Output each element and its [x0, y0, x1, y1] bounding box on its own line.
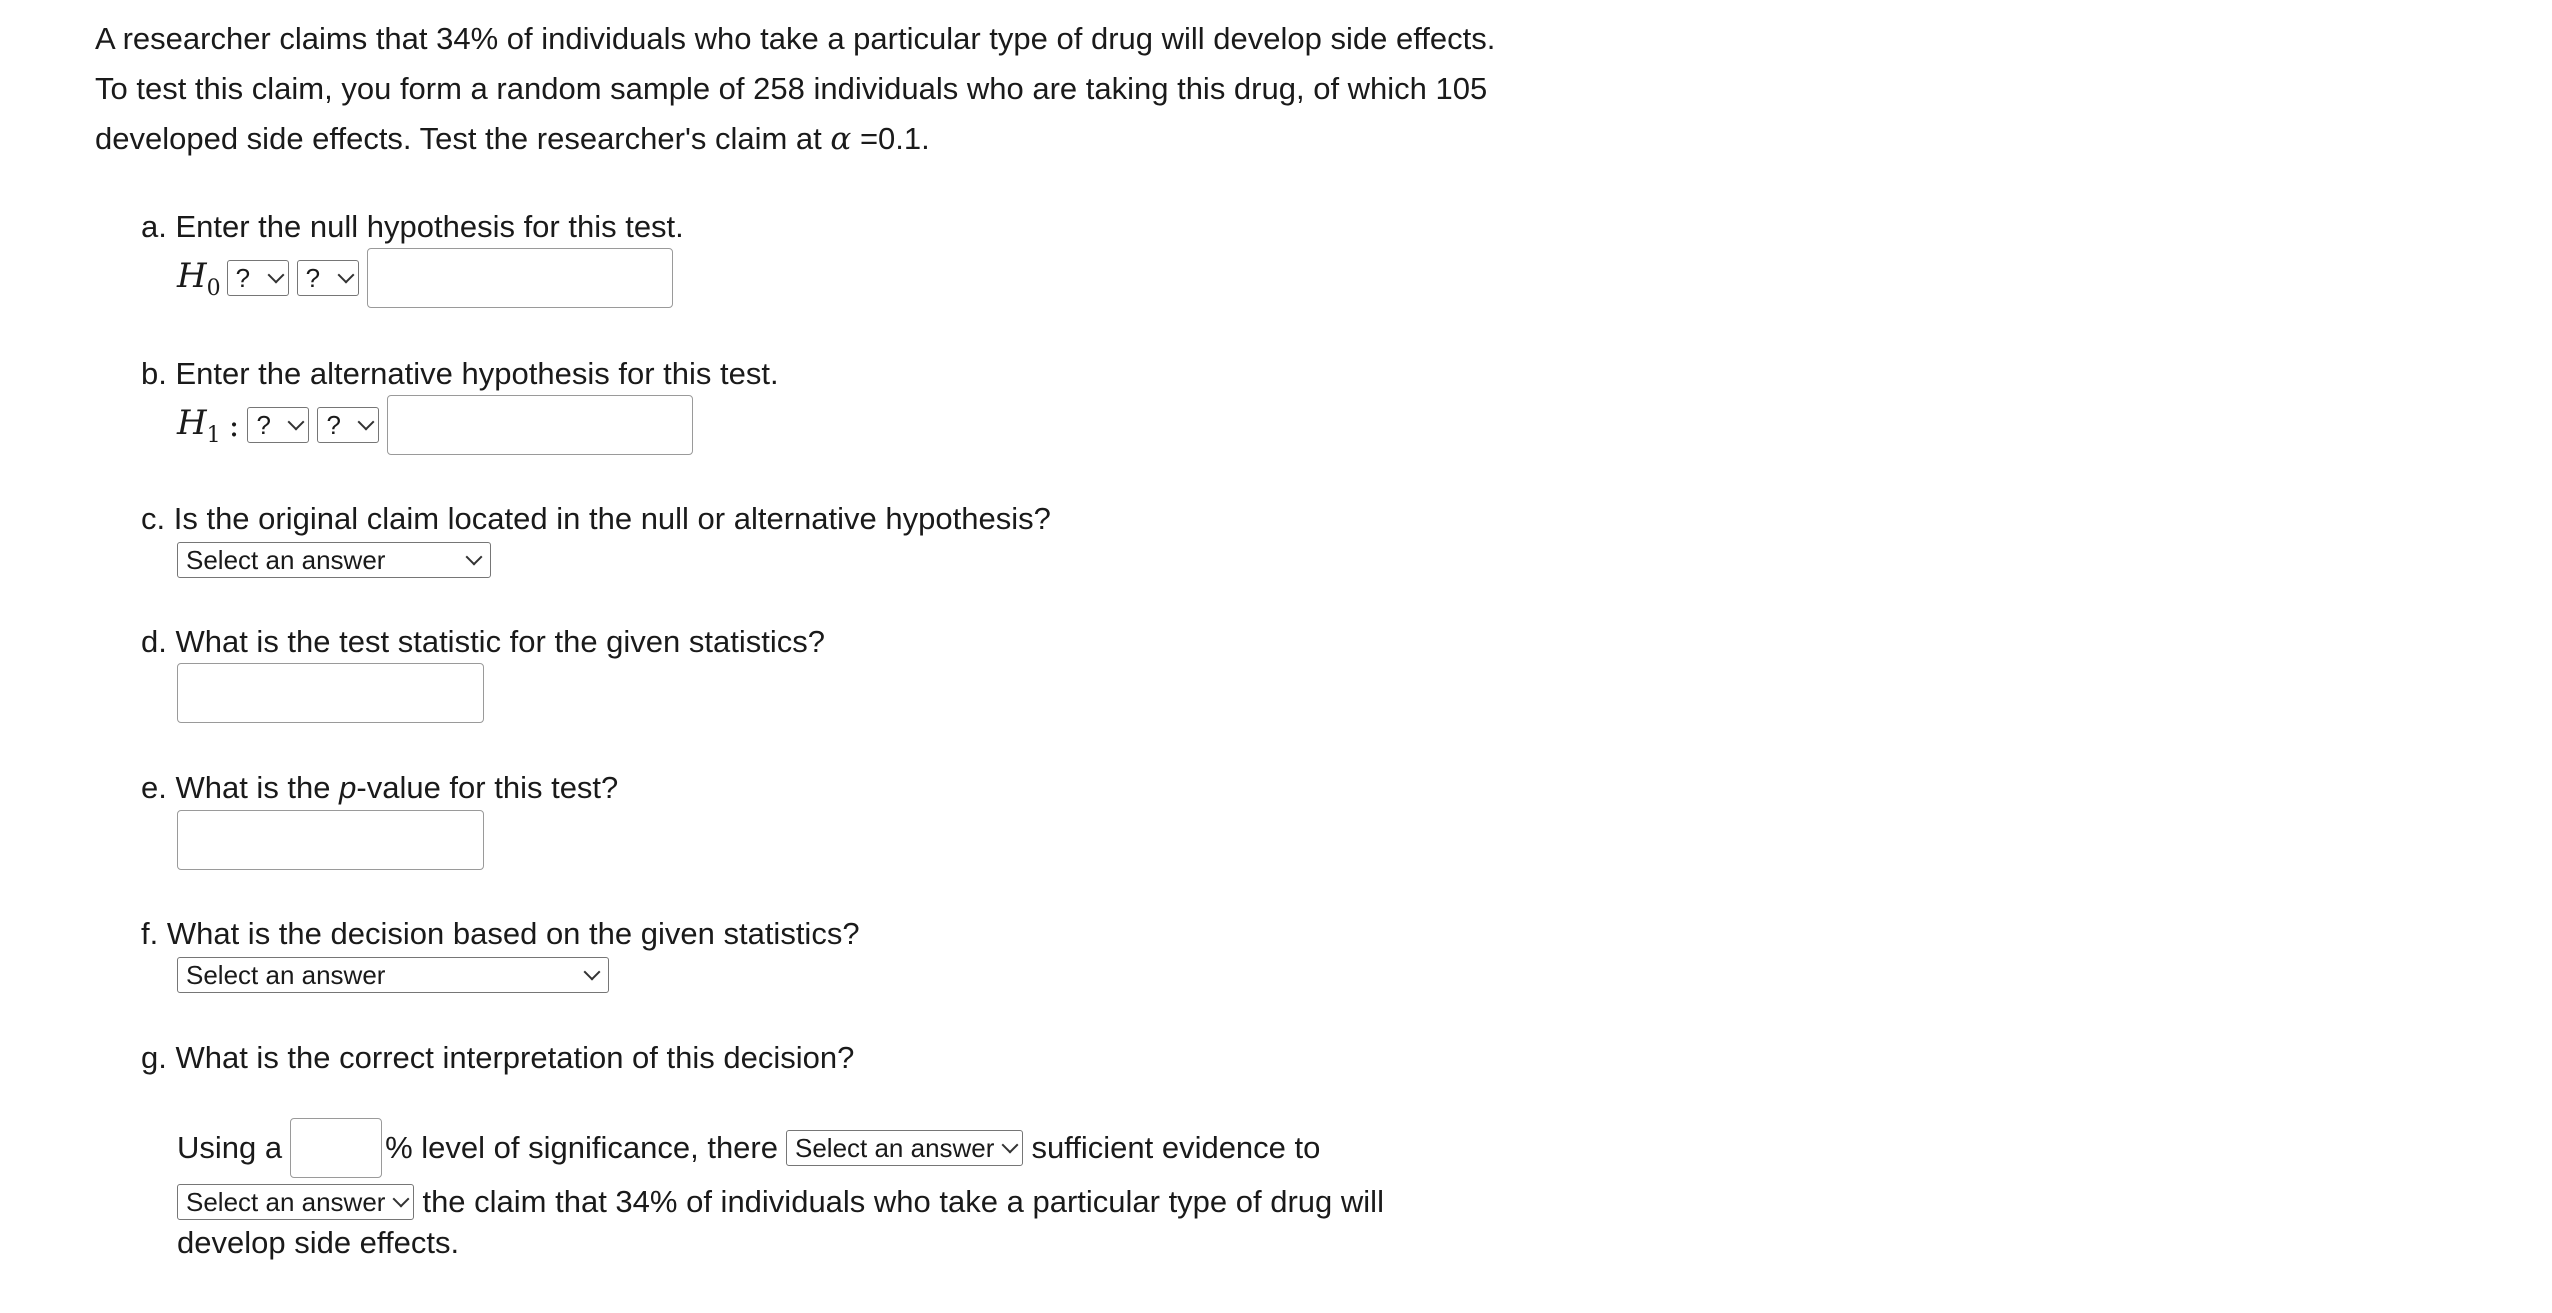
chevron-down-icon [584, 964, 601, 981]
claim-location-select[interactable]: Select an answer [177, 542, 491, 578]
hypothesis-colon: : [228, 406, 240, 444]
question-c-label: c. Is the original claim located in the null or alternative hypothesis? [141, 501, 1051, 536]
chevron-down-icon [337, 267, 354, 284]
chevron-down-icon [288, 414, 305, 431]
question-d-label: d. What is the test statistic for the given statistics? [141, 624, 825, 659]
chevron-down-icon [267, 267, 284, 284]
question-g-label: g. What is the correct interpretation of this decision? [141, 1040, 855, 1075]
chevron-down-icon [1002, 1137, 1019, 1154]
null-operator-select[interactable]: ? [297, 260, 359, 296]
intro-line-3 [95, 114, 1595, 164]
alpha-symbol: α [830, 121, 852, 157]
alternative-hypothesis-symbol: $H_1$ [177, 402, 221, 448]
evidence-select[interactable]: Select an answer [786, 1130, 1023, 1166]
interpretation-line-1: Using a % level of significance, there Select an answer sufficient evidence to [177, 1118, 1320, 1178]
null-hypothesis-row [177, 248, 673, 308]
alternative-operator-select[interactable]: ? [317, 407, 379, 443]
question-b-label: b. Enter the alternative hypothesis for this test. [141, 356, 779, 391]
question-a-label: a. Enter the null hypothesis for this test. [141, 209, 684, 244]
significance-percent-input[interactable] [290, 1118, 382, 1178]
null-parameter-select[interactable]: ? [227, 260, 289, 296]
interpretation-line-2: Select an answer the claim that 34% of individuals who take a particular type of drug will [177, 1182, 1384, 1222]
chevron-down-icon [358, 414, 375, 431]
chevron-down-icon [393, 1191, 410, 1208]
interpretation-line-3: develop side effects. [177, 1225, 460, 1260]
intro-line-1: A researcher claims that 34% of individuals who take a particular type of drug will develop side effects. [95, 21, 1496, 56]
p-value-input[interactable] [177, 810, 484, 870]
intro-line-3-suffix: =0.1. [851, 121, 930, 156]
null-hypothesis-symbol: $H_0$ [177, 255, 221, 301]
alternative-value-input[interactable] [387, 395, 693, 455]
alternative-parameter-select[interactable]: ? [247, 407, 309, 443]
question-e-label: e. What is the p-value for this test? [141, 770, 619, 805]
alternative-hypothesis-row [177, 395, 693, 455]
problem-statement [95, 14, 1595, 164]
question-f-label: f. What is the decision based on the given statistics? [141, 916, 860, 951]
support-reject-select[interactable]: Select an answer [177, 1184, 414, 1220]
chevron-down-icon [466, 549, 483, 566]
intro-line-2: To test this claim, you form a random sample of 258 individuals who are taking this drug, of which 105 [95, 71, 1488, 106]
decision-select[interactable]: Select an answer [177, 957, 609, 993]
intro-line-3-prefix: developed side effects. Test the researcher's claim at [95, 121, 831, 156]
test-statistic-input[interactable] [177, 663, 484, 723]
null-value-input[interactable] [367, 248, 673, 308]
